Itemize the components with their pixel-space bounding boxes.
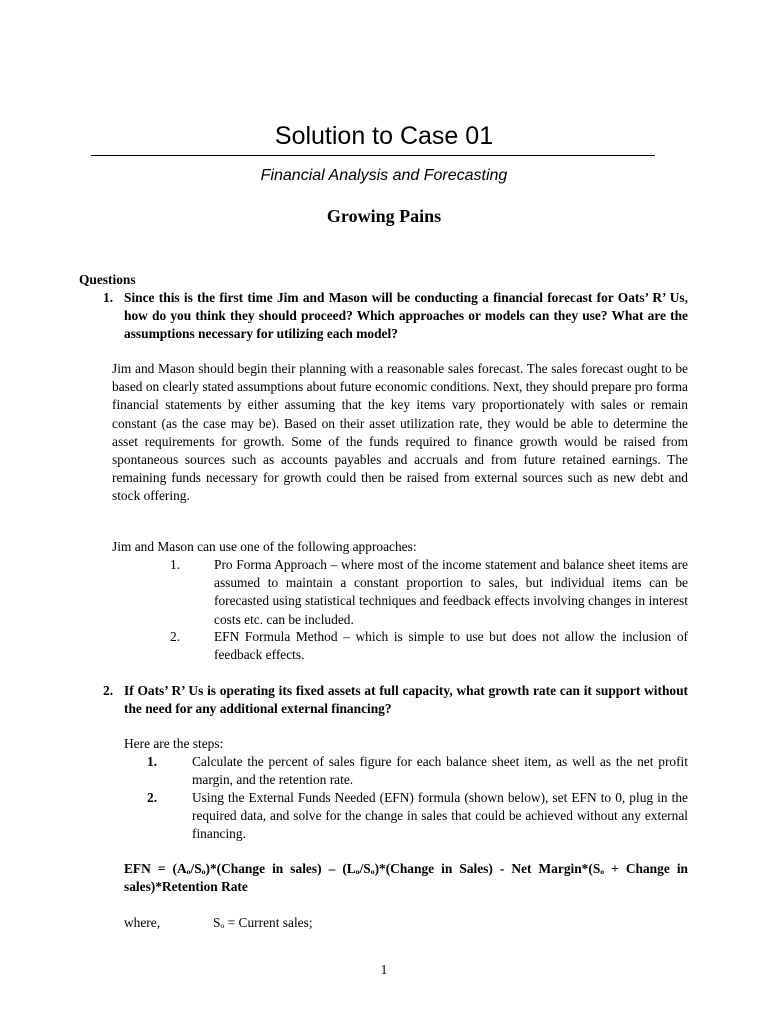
approach-1-text: Pro Forma Approach – where most of the income statement and balance sheet items are assumed to maintain a constant proportion to sales, but individual items can be forecasted using statistical techniques and feedback effects involving changes in interest costs etc. can be included. (214, 557, 688, 627)
step-2-number: 2. (147, 790, 158, 805)
case-title: Growing Pains (326, 206, 442, 226)
steps-intro: Here are the steps: (124, 736, 224, 751)
step-1-text: Calculate the percent of sales figure for each balance sheet item, as well as the net profit margin, and the retention rate. (192, 754, 688, 788)
approach-2-text: EFN Formula Method – which is simple to use but does not allow the inclusion of feedback effects. (214, 629, 688, 663)
efn-formula: EFN = (Aₒ/Sₒ)*(Change in sales) – (Lₒ/Sₒ)*(Change in Sales) - Net Margin*(Sₒ + Change in sales)*Retention Rate (124, 861, 688, 895)
title-divider (91, 155, 655, 156)
document-subtitle: Financial Analysis and Forecasting (260, 167, 508, 184)
question-1-text: Since this is the first time Jim and Mason will be conducting a financial forecast for Oats’ R’ Us, how do you think they should proceed? Which approaches or models can they use? What are the assumptions necessary for utilizing each model? (124, 290, 688, 342)
approach-1-number: 1. (170, 557, 181, 572)
question-2-number: 2. (103, 683, 114, 698)
step-2-text: Using the External Funds Needed (EFN) formula (shown below), set EFN to 0, plug in the required data, and solve for the change in sales that could be achieved without any external financing. (192, 790, 688, 842)
document-title: Solution to Case 01 (274, 122, 494, 150)
where-label: where, (124, 915, 161, 930)
approaches-intro: Jim and Mason can use one of the following approaches: (112, 539, 417, 554)
page-number: 1 (380, 962, 388, 977)
answer-1-paragraph: Jim and Mason should begin their planning with a reasonable sales forecast. The sales forecast ought to be based on clearly stated assumptions about future economic conditions. Next, they should prepare pro forma financial statements by either assuming that the key items vary proportionately with sales or remain constant (as the case may be). Based on their asset utilization rate, they would be able to determine the asset requirements for growth. Some of the funds required to finance growth would be raised from spontaneous sources such as accounts payables and accruals and from future retained earnings. The remaining funds necessary for growth could then be raised from external sources such as new debt and stock offering. (112, 361, 688, 504)
question-1-number: 1. (103, 290, 114, 305)
step-1-number: 1. (147, 754, 158, 769)
questions-heading: Questions (79, 272, 136, 287)
question-2-text: If Oats’ R’ Us is operating its fixed assets at full capacity, what growth rate can it support without the need for any additional external financing? (124, 683, 688, 717)
where-definition: Sₒ = Current sales; (213, 915, 313, 930)
approach-2-number: 2. (170, 629, 181, 644)
